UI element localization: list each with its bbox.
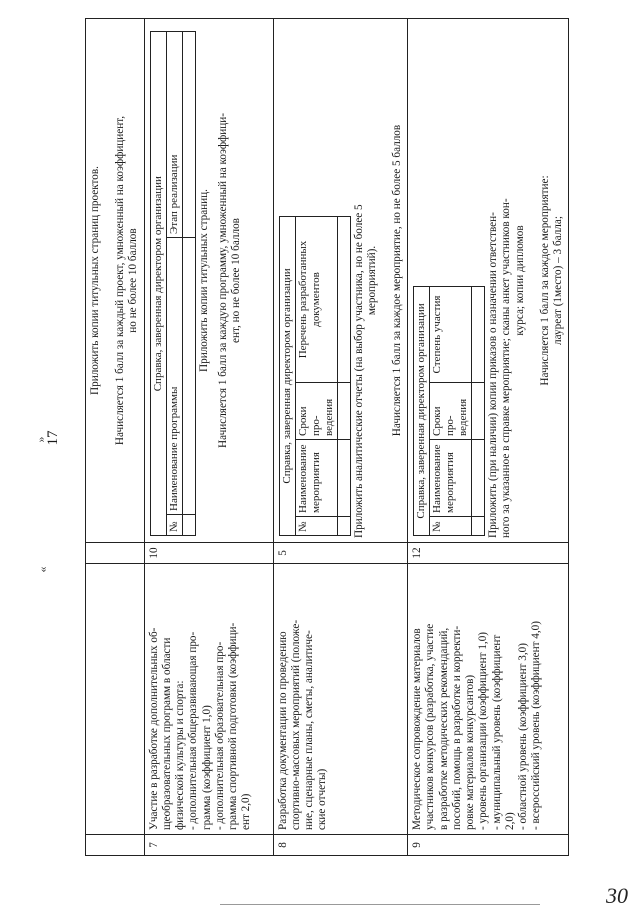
criterion-line: Разработка документации по проведению	[276, 631, 289, 830]
criterion-line: пособий, помощь в разработке и корректи-	[450, 625, 463, 830]
documents-cell	[144, 19, 273, 543]
table-row	[408, 19, 569, 856]
doc-text: Приложить (при наличии) копии приказов о назначении ответствен-	[487, 212, 500, 538]
column-header: Сроки про- ведения	[430, 383, 472, 440]
doc-text: ного за указанное в справке мероприятие; сканы анкет участников кон-	[500, 198, 513, 538]
column-header: №	[430, 517, 472, 536]
doc-text: мероприятий).	[365, 245, 378, 316]
criterion-line: грамма (коэффициент 1,0)	[200, 705, 213, 830]
column-header: Наименование мероприятия	[295, 440, 337, 517]
max-score-cell: 5	[273, 543, 408, 564]
certificate-table	[150, 31, 196, 536]
criterion-line: - всероссийский уровень (коэффициент 4,0)	[530, 620, 543, 830]
criteria-table	[85, 18, 569, 856]
criterion-line: - областной уровень (коэффициент 3,0)	[516, 643, 529, 830]
doc-text: ент, но не более 10 баллов	[230, 218, 243, 343]
max-score-cell: 12	[408, 543, 569, 564]
criterion-line: Методическое сопровождение материалов	[411, 628, 424, 830]
column-header: №	[166, 515, 182, 536]
criterion-line: ские отчеты)	[316, 768, 329, 830]
criterion-line: грамма спортивной подготовки (коэффици-	[226, 622, 239, 830]
handwritten-page-number: 30	[606, 883, 628, 908]
column-header: Сроки про- ведения	[295, 383, 337, 440]
certificate-caption: Справка, заверенная директором организации	[414, 287, 430, 536]
criterion-line: физической культуры и спорта:	[174, 680, 187, 830]
column-header: Наименование программы	[166, 237, 182, 514]
row-number: 7	[144, 835, 273, 856]
criterion-cell	[273, 564, 408, 835]
criterion-line: 2,0)	[503, 812, 516, 830]
certificate-table	[413, 286, 485, 536]
column-header: Степень участия	[430, 287, 472, 383]
criterion-line: ние, сценарные планы, сметы, аналитиче-	[303, 630, 316, 830]
column-header: Перечень разработанных документов	[295, 217, 337, 383]
documents-cell	[86, 19, 145, 543]
criterion-line: - дополнительная общеразвивающая про-	[187, 631, 200, 830]
doc-text: Начисляется 1 балл за каждое мероприятие:	[538, 175, 551, 386]
doc-text: Начисляется 1 балл за каждую программу, умноженный на коэффици-	[216, 113, 229, 448]
table-row	[273, 19, 408, 856]
documents-cell	[408, 19, 569, 543]
criterion-line: в разработке методических рекомендаций,	[437, 627, 450, 830]
doc-text: Начисляется 1 балл за каждый проект, умноженный на коэффициент,	[114, 115, 127, 446]
max-score-cell: 10	[144, 543, 273, 564]
certificate-table	[279, 216, 351, 536]
row-number: 9	[408, 835, 569, 856]
doc-text: но не более 10 баллов	[127, 228, 140, 333]
criterion-line: щеобразовательных программ в области	[160, 637, 173, 830]
doc-text: курса; копии дипломов	[513, 225, 526, 336]
criterion-line: участников конкурсов (разработка, участие	[424, 623, 437, 830]
doc-text: лауреат (1место) – 3 балла;	[551, 216, 564, 345]
scan-mark: »	[33, 436, 48, 443]
doc-text: Начисляется 1 балл за каждое мероприятие, но не более 5 баллов	[390, 124, 403, 437]
column-header: Этап реализации	[166, 32, 182, 238]
criterion-line: Участие в разработке дополнительных об-	[147, 627, 160, 830]
certificate-caption: Справка, заверенная директором организации	[279, 217, 295, 536]
doc-text: Приложить копии титульных страниц.	[197, 189, 210, 372]
column-header: Наименование мероприятия	[430, 440, 472, 517]
column-header: №	[295, 517, 337, 536]
criterion-cell	[144, 564, 273, 835]
rotated-page	[85, 18, 564, 856]
criterion-line: - уровень организации (коэффициент 1,0)	[477, 631, 490, 830]
criterion-line: - дополнительная образовательная про-	[213, 641, 226, 830]
scan-edge-line	[220, 904, 540, 905]
table-row	[144, 19, 273, 856]
criterion-line: ровке материалов конкурсантов)	[464, 674, 477, 830]
scan-mark: «	[35, 566, 50, 573]
criterion-cell	[408, 564, 569, 835]
doc-text: Приложить копии титульных страниц проектов.	[89, 166, 101, 395]
criterion-cell	[86, 564, 145, 835]
table-row	[86, 19, 145, 856]
max-score-cell	[86, 543, 145, 564]
criterion-line: - муниципальный уровень (коэффициент	[490, 634, 503, 830]
documents-cell	[273, 19, 408, 543]
page-number: 17	[45, 430, 61, 446]
criterion-line: спортивно-массовых мероприятий (положе-	[289, 619, 302, 830]
certificate-caption: Справка, заверенная директором организации	[150, 32, 166, 536]
doc-text: Приложить аналитические отчеты (на выбор участника, но не более 5	[352, 204, 365, 538]
row-number	[86, 835, 145, 856]
row-number: 8	[273, 835, 408, 856]
criterion-line: ент 2,0)	[240, 793, 253, 830]
